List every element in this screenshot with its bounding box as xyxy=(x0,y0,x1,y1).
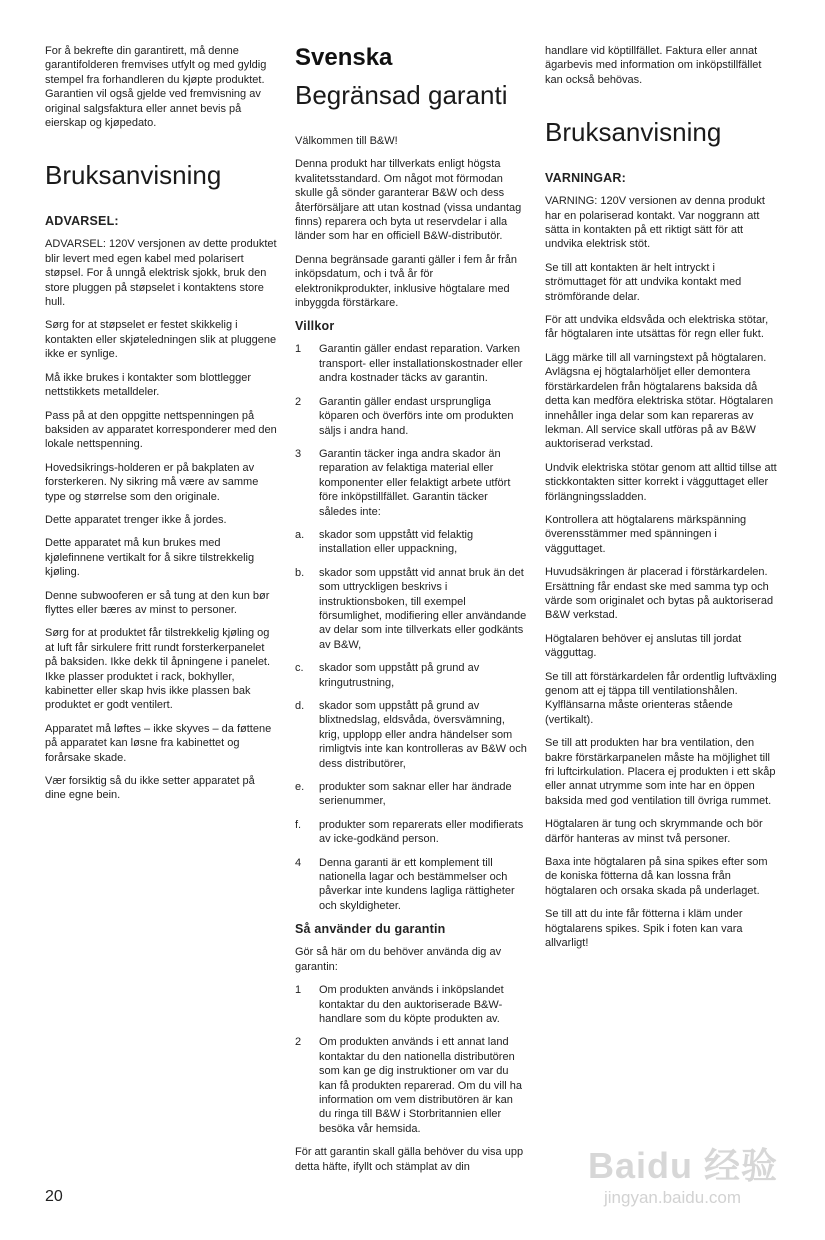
list-item-label: 3 xyxy=(295,447,302,460)
condition-item xyxy=(295,342,527,385)
column-swedish-warranty xyxy=(295,44,527,1183)
list-item-text: Garantin gäller endast reparation. Varken transport- eller installationskostnader eller andra kostnader täcks av garantin. xyxy=(319,343,523,385)
column-norwegian xyxy=(45,44,277,812)
paragraph: Huvudsäkringen är placerad i förstärkardelen. Ersättning får endast ske med samma typ och värde som originalet och bytas på auktoriserad B&W verkstad. xyxy=(545,566,774,622)
paragraph: Lägg märke till all varningstext på högtalaren. Avlägsna ej högtalarhöljet eller demontera förstärkardelen från högtalarens baksida då detta kan medföra elektriska stötar. Högtalaren innehåller inga delar som kan repareras av lekman. All service skall utföras på av B&W auktoriserad verkstad. xyxy=(545,351,774,451)
list-item-label: f. xyxy=(295,818,302,831)
conditions-title: Villkor xyxy=(295,319,335,334)
condition-item xyxy=(295,856,527,914)
paragraph: Se till att du inte får fötterna i kläm under högtalarens spikes. Spik i foten kan vara allvarligt! xyxy=(545,908,743,950)
list-item-text: Garantin gäller endast ursprungliga köparen och överförs inte om produkten säljs i andra hand. xyxy=(319,395,514,437)
usage-intro: Gör så här om du behöver använda dig av garantin: xyxy=(295,946,502,973)
condition-item xyxy=(295,528,527,557)
list-item-text: skador som uppstått på grund av blixtnedslag, eldsvåda, översvämning, krig, upplopp eller andra händelser som rimligtvis inte kan kontrolleras av B&W och dess distributörer, xyxy=(319,700,527,770)
column-swedish-instructions xyxy=(545,44,777,960)
list-item-label: b. xyxy=(295,566,305,579)
norwegian-heading: Bruksanvisning xyxy=(45,160,222,191)
usage-steps-list xyxy=(295,983,527,1136)
list-item-label: 1 xyxy=(295,984,302,997)
paragraph: ADVARSEL: 120V versjonen av dette produktet blir levert med egen kabel med polarisert støpsel. For å unngå elektrisk sjokk, bruk den store pluggen på støpselet i kontaktens store hull. xyxy=(45,238,277,309)
language-title: Svenska xyxy=(295,44,393,71)
condition-item xyxy=(295,661,527,690)
list-item-text: Om produkten används i ett annat land kontaktar du den nationella distributören som kan ge dig instruktioner om var du kan få produkten reparerad. Om du vill ha information om vem distributören är kan du ringa till B&W i Storbritannien eller besöka vår hemsida. xyxy=(319,1036,523,1135)
list-item-label: e. xyxy=(295,781,305,794)
list-item-text: produkter som reparerats eller modifierats av icke-godkänd person. xyxy=(319,818,524,846)
paragraph: Se till att produkten har bra ventilation, den bakre förstärkarpanelen måste ha möjlighet till fri luftcirkulation. Placera ej produkten i ett skåp eller annat utrymme som inte har en öppen baksida med god ventilation till övriga rummet. xyxy=(545,737,776,807)
paragraph: Denna begränsade garanti gäller i fem år från inköpsdatum, och i två år för elektronikprodukter, inklusive högtalare med inbyggda förstärkare. xyxy=(295,253,517,310)
norwegian-intro: For å bekrefte din garantirett, må denne garantifolderen fremvises utfylt og med gyldig stempel fra forhandleren du kjøpte produktet. Garantien vil også gjelde ved fremvisning av original salgsfaktura eller annet bevis på eierskap og kjøpedato. xyxy=(45,45,267,130)
paragraph: Pass på at den oppgitte nettspenningen på baksiden av apparatet korresponderer med den lokale nettspenning. xyxy=(45,409,277,451)
paragraph: Välkommen till B&W! xyxy=(295,135,398,147)
swedish-warning-title: VARNINGAR: xyxy=(545,171,626,186)
condition-item xyxy=(295,699,527,771)
list-item-text: skador som uppstått vid felaktig installation eller uppackning, xyxy=(319,528,474,556)
swedish-paragraphs xyxy=(545,194,777,950)
paragraph: För att undvika eldsvåda och elektriska stötar, får högtalaren inte utsättas för regn eller fukt. xyxy=(545,314,769,341)
condition-item xyxy=(295,566,527,652)
list-item-text: produkter som saknar eller har ändrade serienummer, xyxy=(319,781,512,808)
condition-item xyxy=(295,780,527,809)
paragraph: Sørg for at støpselet er festet skikkelig i kontakten eller skjøteledningen slik at pluggene ikke er synlige. xyxy=(45,319,277,361)
list-item-text: Denna garanti är ett komplement till nationella lagar och bestämmelser och påverkar inte kundens lagliga rättigheter och skyldigheter. xyxy=(319,856,515,912)
watermark-logo: Baidu 经验 xyxy=(588,1145,779,1186)
paragraph: Sørg for at produktet får tilstrekkelig kjøling og at luft får sirkulere fritt rundt forsterkerpanelet på baksiden. Ikke dekk til åpningene i panelet. Ikke plasser produktet i rack, bokhyller, kabinetter eller skap hvis ikke plassen bak produktet er godt ventilert. xyxy=(45,627,271,712)
paragraph: Undvik elektriska stötar genom att alltid tillse att stickkontakten sitter korrekt i vägguttaget eller förlängningssladden. xyxy=(545,461,777,503)
warranty-heading: Begränsad garanti xyxy=(295,80,508,110)
paragraph: Denne subwooferen er så tung at den kun bør flyttes eller bæres av minst to personer. xyxy=(45,589,270,616)
list-item-label: d. xyxy=(295,700,305,712)
watermark-url: jingyan.baidu.com xyxy=(604,1188,742,1207)
paragraph: Kontrollera att högtalarens märkspänning överensstämmer med spänningen i vägguttaget. xyxy=(545,513,747,555)
usage-title: Så använder du garantin xyxy=(295,922,446,937)
list-item-label: c. xyxy=(295,662,304,675)
condition-item xyxy=(295,447,527,519)
list-item-text: skador som uppstått på grund av kringutrustning, xyxy=(319,662,480,689)
condition-item xyxy=(295,395,527,438)
continuation-text: handlare vid köptillfället. Faktura eller annat ägarbevis med information om inköpstillfället kan också behövas. xyxy=(545,45,762,86)
usage-step xyxy=(295,1035,527,1136)
norwegian-paragraphs xyxy=(45,237,277,802)
list-item-label: 2 xyxy=(295,1036,302,1049)
list-item-label: 2 xyxy=(295,395,302,408)
warranty-intro xyxy=(295,134,527,310)
conditions-list xyxy=(295,342,527,913)
list-item-text: skador som uppstått vid annat bruk än det som uttryckligen beskrivs i instruktionsboken, till exempel försumlighet, modifiering eller användande av delar som inte tillverkats eller godkänts av B&W, xyxy=(319,566,527,651)
list-item-label: 4 xyxy=(295,856,302,869)
paragraph: Må ikke brukes i kontakter som blottlegger nettstikkets metalldeler. xyxy=(45,371,252,399)
usage-step xyxy=(295,983,527,1026)
paragraph: Denna produkt har tillverkats enligt högsta kvalitetsstandard. Om något mot förmodan skulle gå sönder garanterar B&W och dess återförsäljare att utan kostnad (vissa undantag finns) reparera och byta ut reservdelar i alla länder som har en officiell B&W-distributör. xyxy=(295,158,522,243)
norwegian-warning-title: ADVARSEL: xyxy=(45,214,119,229)
watermark xyxy=(588,1138,788,1218)
paragraph: Högtalaren behöver ej anslutas till jordat vägguttag. xyxy=(545,632,742,660)
paragraph: Dette apparatet trenger ikke å jordes. xyxy=(45,513,227,526)
list-item-label: a. xyxy=(295,528,305,541)
paragraph: Vær forsiktig så du ikke setter apparatet på dine egne bein. xyxy=(45,775,255,802)
paragraph: Se till att förstärkardelen får ordentlig luftväxling genom att ej täppa till ventilationshålen. Kylflänsarna måste orienteras stående (vertikalt). xyxy=(545,670,777,726)
list-item-label: 1 xyxy=(295,343,302,356)
paragraph: VARNING: 120V versionen av denna produkt har en polariserad kontakt. Var noggrann att sätta in kontakten på ett riktigt sätt för att undvika elektrisk stöt. xyxy=(545,195,765,251)
page-number: 20 xyxy=(45,1188,63,1205)
paragraph: Hovedsikrings-holderen er på bakplaten av forsterkeren. Ny sikring må være av samme type og størrelse som den originale. xyxy=(45,461,259,503)
paragraph: Högtalaren är tung och skrymmande och bör därför hanteras av minst två personer. xyxy=(545,818,763,845)
paragraph: Apparatet må løftes – ikke skyves – da føttene på apparatet kan løsne fra kabinettet og forårsake skade. xyxy=(45,722,272,764)
list-item-text: Om produkten används i inköpslandet kontaktar du den auktoriserade B&W-handlare som du köpte produkten av. xyxy=(319,984,504,1025)
paragraph: Baxa inte högtalaren på sina spikes efter som de koniska fötterna då kan lossna från högtalaren och orsaka skada på underlaget. xyxy=(545,856,768,897)
paragraph: Se till att kontakten är helt intryckt i strömuttaget för att undvika kontakt med strömförande delar. xyxy=(545,261,742,303)
paragraph: Dette apparatet må kun brukes med kjølefinnene vertikalt for å sikre tilstrekkelig kjøling. xyxy=(45,537,255,579)
swedish-heading: Bruksanvisning xyxy=(545,117,722,148)
list-item-text: Garantin täcker inga andra skador än reparation av felaktiga material eller komponenter eller felaktigt arbete utfört före inköpstillfället. Garantin täcker således inte: xyxy=(319,447,511,518)
usage-closing: För att garantin skall gälla behöver du visa upp detta häfte, ifyllt och stämplat av din xyxy=(295,1146,524,1173)
condition-item xyxy=(295,818,527,847)
